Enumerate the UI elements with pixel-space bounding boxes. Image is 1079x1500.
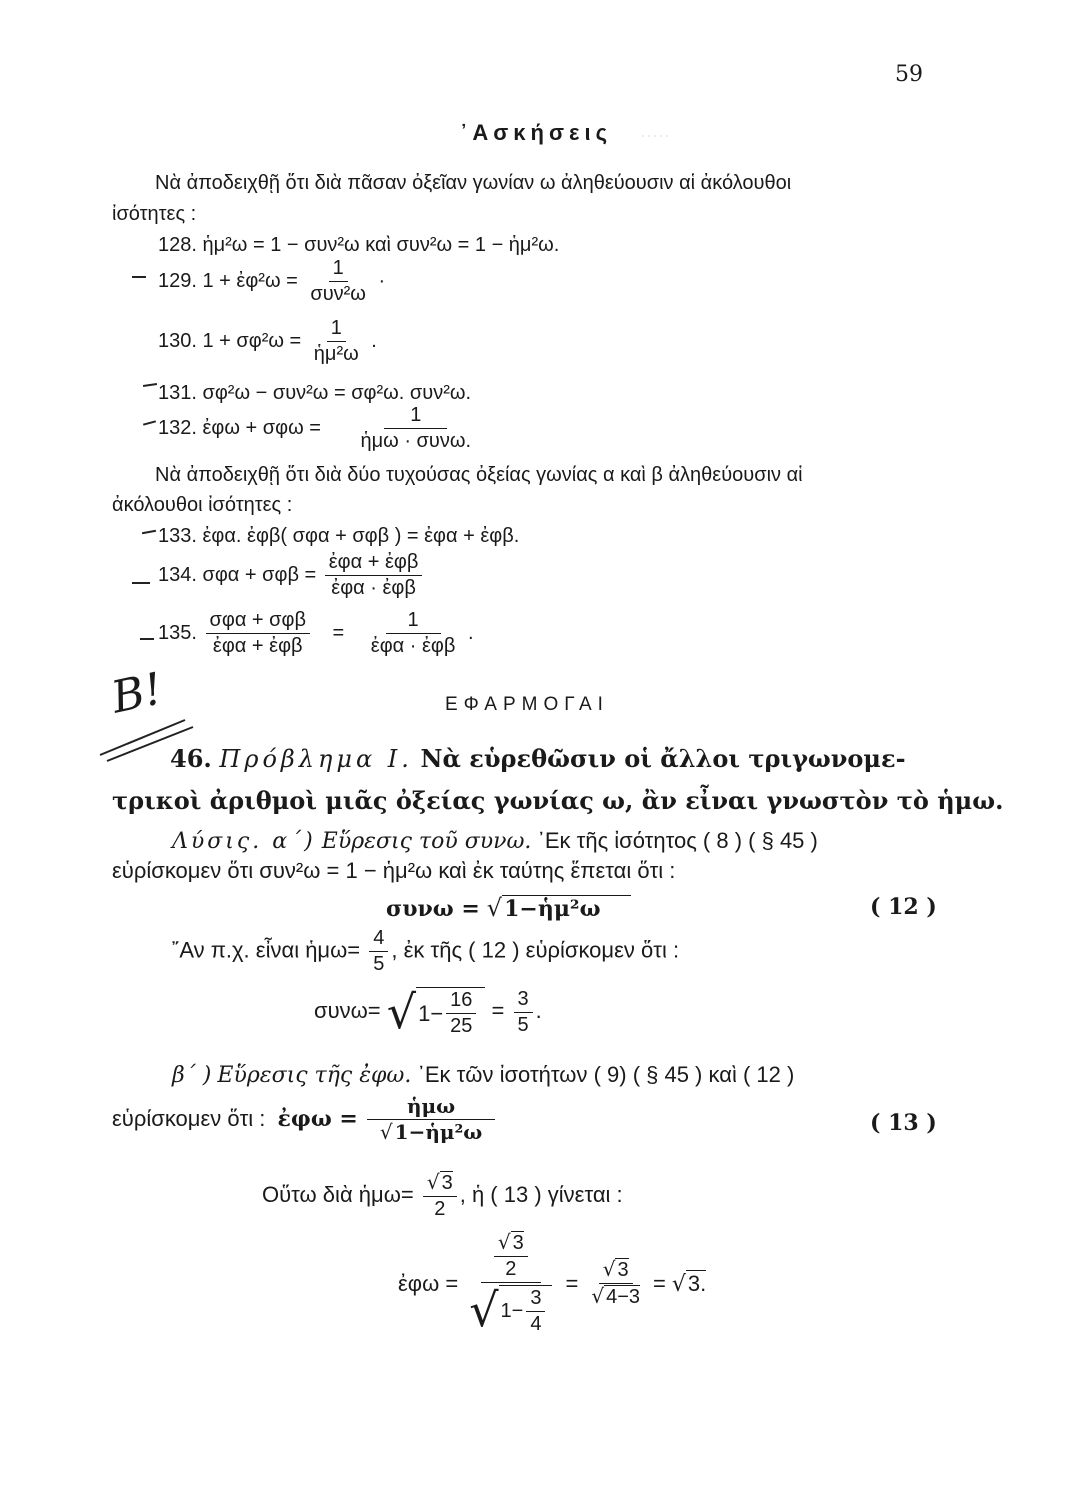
eq13-radicand: 1−ἡμ²ω [394, 1120, 483, 1144]
exercise-135: 135. $\frac{\text{σφα + σφβ}}{\text{ἐφα + ἐφβ}}$ = $\frac{1}{\text{ἐφα · ἐφβ}}$ . [158, 609, 474, 657]
handwritten-dash-131 [143, 383, 157, 387]
final-big-fraction [465, 1232, 556, 1335]
equation-13 [112, 1096, 498, 1144]
fraction-denominator: 2 [505, 1258, 517, 1280]
exercises-heading: ᾿Ασκήσεις [460, 120, 613, 145]
fraction-numerator: 16 [446, 990, 476, 1014]
exercise-132-fraction [357, 405, 476, 452]
exercises-intro-line2: ἰσότητες : [112, 203, 197, 225]
fraction-numerator: 3 [526, 1288, 545, 1312]
fraction-denominator: ἐφα · ἐφβ [370, 635, 456, 657]
fraction-numerator: √ 3 [494, 1232, 528, 1257]
bleed-through: ····· [640, 125, 670, 145]
final-inner-radicand: 3 [512, 1232, 524, 1254]
example-post: , ἐκ τῆς ( 12 ) εὑρίσκομεν ὅτι : [391, 937, 680, 963]
beta-text: ᾿Εκ τῶν ἰσοτήτων ( 9) ( § 45 ) καὶ ( 12 ) [417, 1062, 795, 1087]
thus-pre: Οὕτω διὰ ἡμω= [262, 1181, 414, 1207]
solution-subtitle: Εὕρεσις τοῦ συνω. [321, 829, 532, 854]
page-number: 59 [895, 62, 923, 87]
exercises-intro2-line1: Νὰ ἀποδειχθῇ ὅτι διὰ δύο τυχούσας ὀξείας γωνίας α καὶ β ἀληθεύουσιν αἱ [155, 464, 803, 486]
problem-label: Πρόβλημα I. [219, 745, 413, 773]
exercises-intro2-line2: ἀκόλουθοι ἰσότητες : [112, 494, 293, 516]
example-fraction [369, 928, 388, 975]
calc-radicand [416, 987, 485, 1037]
fraction-numerator: ἐφα + ἐφβ [325, 552, 423, 576]
solution-line2: εὑρίσκομεν ὅτι συν²ω = 1 − ἡμ²ω καὶ ἐκ ταύτης ἕπεται ὅτι : [112, 858, 676, 883]
calculation-cos: συνω= √ 1− $\frac{16}{25}$ = $\frac{3}{5}$ . [314, 985, 542, 1039]
fraction-numerator: 4 [369, 928, 388, 952]
problem-number: 46. [170, 744, 212, 773]
exercise-134-lhs: 134. σφα + σφβ = [158, 563, 317, 586]
fraction-numerator: 1 [327, 318, 346, 342]
fraction-numerator [481, 1232, 541, 1283]
beta-label: β΄ ) [172, 1063, 212, 1088]
calc-equals: = [491, 997, 505, 1023]
handwritten-dash-132 [143, 420, 156, 425]
exercise-135-fraction-left [206, 610, 310, 657]
fraction-denominator: 25 [450, 1015, 473, 1037]
exercise-134-fraction [325, 552, 423, 599]
problem-46-title-line1 [170, 744, 906, 773]
exercise-132-lhs: 132. ἐφω + σφω = [158, 416, 321, 439]
fraction-numerator: σφα + σφβ [206, 610, 310, 634]
equation-12-tag: ( 12 ) [870, 894, 937, 920]
exercises-intro-line1: Νὰ ἀποδειχθῇ ὅτι διὰ πᾶσαν ὀξεῖαν γωνίαν ω ἀληθεύουσιν αἱ ἀκόλουθοι [155, 172, 792, 194]
fraction-numerator: √ 3 [423, 1172, 457, 1197]
fraction-denominator: 2 [434, 1198, 446, 1220]
final-equals-1: = [565, 1270, 579, 1296]
thus-post: , ἡ ( 13 ) γίνεται : [459, 1181, 623, 1207]
applications-heading: ΕΦΑΡΜΟΓΑΙ [445, 694, 609, 715]
exercise-135-fraction-right [367, 610, 460, 657]
calc-inner-fraction [446, 990, 476, 1037]
example-line [172, 928, 679, 975]
final-mid-radicand: 3 [617, 1259, 629, 1281]
fraction-denominator: √ 1−ἡμ²ω [379, 1120, 483, 1144]
final-den-radicand [499, 1285, 553, 1335]
fraction-denominator: ἡμω · συνω. [360, 430, 472, 452]
fraction-denominator: 4 [530, 1313, 542, 1335]
exercise-130: 130. 1 + σφ²ω = $\frac{1}{\text{ἡμ²ω}}$ . [158, 317, 377, 365]
eq12-radicand: 1−ἡμ²ω [502, 895, 630, 922]
exercise-132 [158, 405, 478, 452]
fraction-denominator: 5 [373, 953, 385, 975]
eq12-lhs: συνω = [386, 896, 480, 922]
example-pre: ῎Αν π.χ. εἶναι ἡμω= [172, 937, 361, 963]
handwritten-dash-134 [132, 582, 150, 584]
fraction-denominator: √ 1− $\frac{3}{4}$ [465, 1283, 556, 1335]
solution-text: ᾿Εκ τῆς ἰσότητος ( 8 ) ( § 45 ) [537, 828, 818, 853]
eq13-lhs: ἐφω = [277, 1105, 358, 1132]
fraction-numerator: √ 3 [599, 1259, 633, 1284]
exercise-134 [158, 552, 425, 599]
final-den-fraction [526, 1288, 545, 1335]
handwritten-dash-135 [140, 638, 154, 640]
solution-line1 [172, 828, 818, 854]
calc-lhs: συνω= [314, 997, 381, 1023]
exercise-129-fraction [306, 258, 370, 305]
calc-result-fraction [514, 989, 533, 1036]
exercise-131: 131. σφ²ω − συν²ω = σφ²ω. συν²ω. [158, 382, 472, 404]
handwritten-dash-129 [132, 276, 146, 278]
final-inner-fraction [494, 1232, 528, 1280]
exercise-130-lhs: 130. 1 + σφ²ω = [158, 329, 302, 352]
exercise-130-fraction [310, 318, 363, 365]
final-den-one: 1− [500, 1300, 524, 1322]
equation-13-tag: ( 13 ) [870, 1110, 937, 1136]
problem-title: Νὰ εὑρεθῶσιν οἱ ἄλλοι τριγωνομε- [420, 744, 906, 773]
exercise-129: 129. 1 + ἐφ²ω = $\frac{1}{\text{συν²ω}}$ · [158, 257, 386, 305]
final-equals-2: = [653, 1270, 666, 1296]
fraction-denominator: 5 [517, 1013, 529, 1036]
handwritten-margin-note: Β! [107, 663, 167, 724]
final-result-radicand: 3. [687, 1270, 707, 1296]
beta-subtitle: Εὕρεσις τῆς ἐφω. [217, 1063, 412, 1088]
handwritten-dash-133 [142, 530, 156, 534]
fraction-numerator: 1 [384, 405, 447, 429]
fraction-denominator: συν²ω [310, 283, 366, 305]
eq13-pre: εὑρίσκομεν ὅτι : [112, 1105, 266, 1131]
thus-radicand: 3 [441, 1172, 453, 1194]
eq13-fraction [367, 1096, 495, 1144]
fraction-denominator: √ 4−3 [591, 1284, 641, 1308]
final-result: √3. [671, 1270, 707, 1297]
calc-dot: . [535, 997, 542, 1023]
problem-46-title-line2: τρικοὶ ἀριθμοὶ μιᾶς ὀξείας γωνίας ω, ἂν εἶναι γνωστὸν τὸ ἡμω. [112, 786, 1004, 815]
calc-one: 1− [418, 1000, 444, 1026]
final-mid-fraction [587, 1259, 644, 1308]
final-equation [398, 1232, 706, 1335]
thus-line [262, 1172, 623, 1220]
exercise-135-label: 135. [158, 621, 197, 644]
exercise-129-lhs: 129. 1 + ἐφ²ω = [158, 269, 298, 292]
fraction-denominator: ἡμ²ω [313, 343, 359, 365]
final-mid-den-radicand: 4−3 [606, 1286, 641, 1308]
final-lhs: ἐφω = [398, 1270, 459, 1296]
fraction-numerator: 1 [386, 610, 441, 634]
fraction-denominator: ἐφα + ἐφβ [212, 635, 303, 657]
fraction-denominator: ἐφα · ἐφβ [331, 577, 416, 599]
fraction-numerator: ἡμω [367, 1096, 495, 1120]
fraction-numerator: 3 [514, 989, 533, 1013]
fraction-numerator: 1 [329, 258, 348, 282]
thus-fraction [423, 1172, 457, 1220]
exercise-128: 128. ἡμ²ω = 1 − συν²ω καὶ συν²ω = 1 − ἡμ²ω. [158, 234, 560, 256]
equation-12: συνω = √1−ἡμ²ω [386, 894, 631, 922]
exercise-133: 133. ἐφα. ἐφβ( σφα + σφβ ) = ἐφα + ἐφβ. [158, 525, 520, 547]
solution-label: Λύσις. α΄) [172, 829, 316, 854]
beta-line [172, 1062, 794, 1088]
